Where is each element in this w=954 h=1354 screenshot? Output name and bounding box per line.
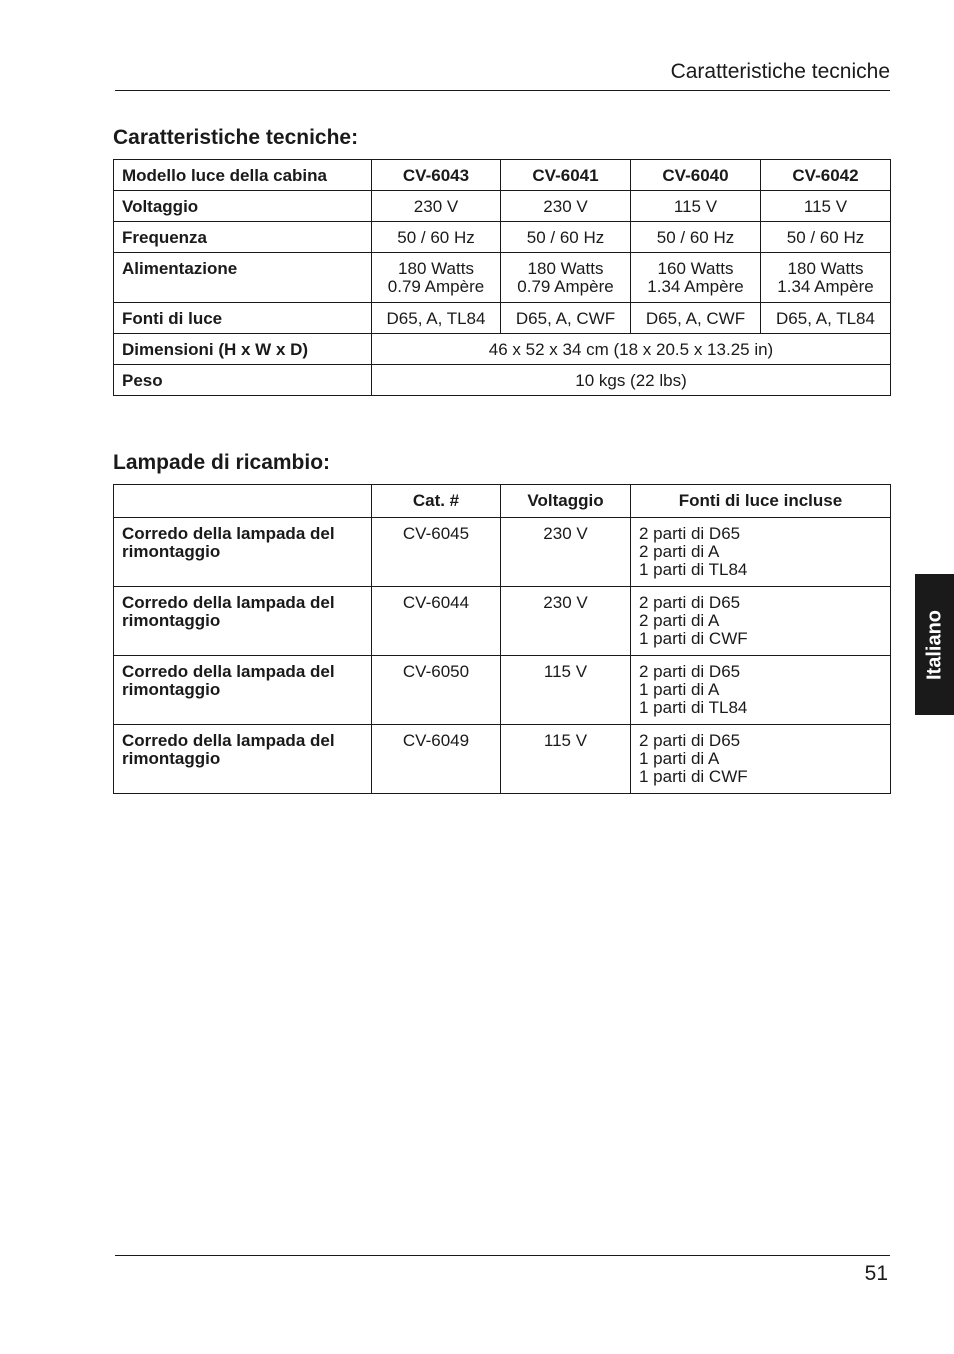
power-ampere: 0.79 Ampère (387, 277, 485, 296)
power-watts: 160 Watts (657, 259, 734, 278)
spec-value: 10 kgs (22 lbs) (372, 365, 891, 396)
lamp-label: Corredo della lampada del rimontaggio (114, 518, 372, 587)
lamp-cat: CV-6050 (372, 656, 501, 725)
model-header: CV-6040 (631, 160, 761, 191)
source-item: 2 parti di D65 (639, 662, 741, 681)
header-divider (115, 90, 890, 91)
source-item: 1 parti di CWF (639, 629, 748, 648)
footer-divider (115, 1255, 890, 1256)
lamp-cat: CV-6044 (372, 587, 501, 656)
spec-value: 50 / 60 Hz (372, 222, 501, 253)
source-item: 1 parti di CWF (639, 767, 748, 786)
spec-value: D65, A, CWF (501, 303, 631, 334)
spec-row-dimensions (114, 334, 891, 365)
source-item: 1 parti di TL84 (639, 698, 748, 717)
source-item: 2 parti di A (639, 542, 720, 561)
table-row (114, 587, 891, 656)
lamp-voltage: 230 V (501, 587, 631, 656)
specs-header-row (114, 160, 891, 191)
lamp-voltage: 230 V (501, 518, 631, 587)
power-watts: 180 Watts (398, 259, 474, 278)
specs-column-header: Modello luce della cabina (114, 160, 372, 191)
spec-value: D65, A, CWF (631, 303, 761, 334)
specs-table (113, 159, 891, 396)
power-ampere: 1.34 Ampère (777, 277, 874, 296)
source-item: 2 parti di D65 (639, 524, 741, 543)
spec-value: 46 x 52 x 34 cm (18 x 20.5 x 13.25 in) (372, 334, 891, 365)
lamp-label: Corredo della lampada del rimontaggio (114, 587, 372, 656)
spec-value (761, 253, 891, 303)
lamp-cat: CV-6049 (372, 725, 501, 794)
power-ampere: 1.34 Ampère (647, 277, 744, 296)
lamp-voltage: 115 V (501, 656, 631, 725)
source-item: 1 parti di TL84 (639, 560, 748, 579)
spec-value: D65, A, TL84 (761, 303, 891, 334)
source-item: 2 parti di A (639, 611, 720, 630)
table-row (114, 656, 891, 725)
lamps-table (113, 484, 891, 794)
lamp-sources (631, 656, 891, 725)
spec-label: Peso (114, 365, 372, 396)
lamps-title: Lampade di ricambio: (113, 451, 331, 474)
lamp-sources (631, 518, 891, 587)
spec-value (501, 253, 631, 303)
spec-row-power (114, 253, 891, 303)
language-tab (915, 574, 954, 715)
lamp-sources (631, 587, 891, 656)
spec-value: 50 / 60 Hz (501, 222, 631, 253)
spec-value: 50 / 60 Hz (761, 222, 891, 253)
model-header: CV-6041 (501, 160, 631, 191)
spec-value: 230 V (501, 191, 631, 222)
table-row (114, 518, 891, 587)
spec-row-light-sources (114, 303, 891, 334)
spec-value: 115 V (761, 191, 891, 222)
lamp-label: Corredo della lampada del rimontaggio (114, 656, 372, 725)
lamps-header-voltage: Voltaggio (501, 485, 631, 518)
lamps-header-cat: Cat. # (372, 485, 501, 518)
spec-label: Frequenza (114, 222, 372, 253)
language-tab-label: Italiano (923, 609, 945, 680)
running-header: Caratteristiche tecniche (670, 60, 890, 83)
lamp-label: Corredo della lampada del rimontaggio (114, 725, 372, 794)
spec-label: Alimentazione (114, 253, 372, 303)
source-item: 2 parti di D65 (639, 731, 741, 750)
spec-value: 115 V (631, 191, 761, 222)
spec-value (372, 253, 501, 303)
source-item: 2 parti di D65 (639, 593, 741, 612)
power-watts: 180 Watts (527, 259, 604, 278)
table-row (114, 725, 891, 794)
lamps-header-row (114, 485, 891, 518)
spec-row-frequency (114, 222, 891, 253)
source-item: 1 parti di A (639, 749, 720, 768)
spec-value: D65, A, TL84 (372, 303, 501, 334)
spec-value: 230 V (372, 191, 501, 222)
model-header: CV-6043 (372, 160, 501, 191)
spec-value: 50 / 60 Hz (631, 222, 761, 253)
spec-row-weight (114, 365, 891, 396)
lamp-voltage: 115 V (501, 725, 631, 794)
spec-label: Dimensioni (H x W x D) (114, 334, 372, 365)
spec-value (631, 253, 761, 303)
model-header: CV-6042 (761, 160, 891, 191)
lamp-cat: CV-6045 (372, 518, 501, 587)
lamps-header-sources: Fonti di luce incluse (631, 485, 891, 518)
lamps-header-blank (114, 485, 372, 518)
spec-row-voltage (114, 191, 891, 222)
power-ampere: 0.79 Ampère (517, 277, 614, 296)
page-number: 51 (864, 1262, 888, 1285)
source-item: 1 parti di A (639, 680, 720, 699)
spec-label: Fonti di luce (114, 303, 372, 334)
spec-label: Voltaggio (114, 191, 372, 222)
specs-title: Caratteristiche tecniche: (113, 126, 359, 149)
lamp-sources (631, 725, 891, 794)
power-watts: 180 Watts (787, 259, 864, 278)
